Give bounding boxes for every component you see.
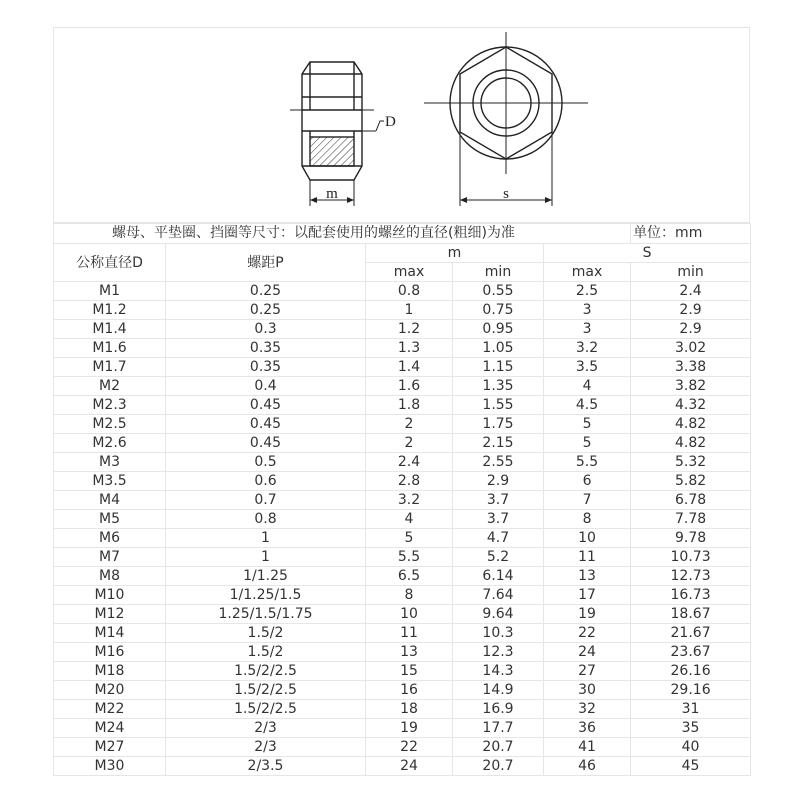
- diameter-cell: M24: [54, 719, 166, 738]
- s-min-cell: 3.02: [631, 339, 751, 358]
- m-min-cell: 10.3: [453, 624, 544, 643]
- m-min-cell: 12.3: [453, 643, 544, 662]
- pitch-cell: 1/1.25: [166, 567, 366, 586]
- table-row: [54, 282, 751, 301]
- m-max-cell: 8: [366, 586, 453, 605]
- pitch-cell: 1.5/2: [166, 643, 366, 662]
- pitch-cell: 1/1.25/1.5: [166, 586, 366, 605]
- m-min-cell: 14.9: [453, 681, 544, 700]
- table-row: [54, 434, 751, 453]
- s-min-cell: 29.16: [631, 681, 751, 700]
- pitch-cell: 0.3: [166, 320, 366, 339]
- s-max-cell: 5: [544, 434, 631, 453]
- diameter-cell: M2: [54, 377, 166, 396]
- m-max-cell: 11: [366, 624, 453, 643]
- pitch-cell: 1.5/2/2.5: [166, 662, 366, 681]
- m-min-cell: 1.15: [453, 358, 544, 377]
- diameter-cell: M27: [54, 738, 166, 757]
- m-max-cell: 13: [366, 643, 453, 662]
- m-min-cell: 3.7: [453, 510, 544, 529]
- diameter-cell: M14: [54, 624, 166, 643]
- m-min-cell: 0.95: [453, 320, 544, 339]
- s-max-cell: 27: [544, 662, 631, 681]
- s-max-cell: 3.2: [544, 339, 631, 358]
- diameter-cell: M1.7: [54, 358, 166, 377]
- pitch-cell: 0.35: [166, 358, 366, 377]
- pitch-cell: 1: [166, 529, 366, 548]
- s-min-cell: 4.32: [631, 396, 751, 415]
- diameter-cell: M5: [54, 510, 166, 529]
- table-row: [54, 529, 751, 548]
- m-max-cell: 2: [366, 434, 453, 453]
- pitch-cell: 2/3: [166, 719, 366, 738]
- m-max-cell: 16: [366, 681, 453, 700]
- table-row: [54, 358, 751, 377]
- s-max-cell: 6: [544, 472, 631, 491]
- s-dimension-label: s: [503, 186, 509, 202]
- table-row: [54, 757, 751, 776]
- m-max-cell: 0.8: [366, 282, 453, 301]
- diameter-cell: M3: [54, 453, 166, 472]
- diameter-cell: M22: [54, 700, 166, 719]
- table-row: [54, 567, 751, 586]
- m-min-cell: 20.7: [453, 738, 544, 757]
- pitch-cell: 0.45: [166, 434, 366, 453]
- s-min-cell: 4.82: [631, 415, 751, 434]
- nut-spec-table: [53, 223, 751, 776]
- unit-label: 单位：mm: [631, 224, 751, 244]
- diameter-cell: M20: [54, 681, 166, 700]
- s-max-cell: 5: [544, 415, 631, 434]
- m-dimension-label: m: [326, 186, 338, 202]
- s-max-cell: 3.5: [544, 358, 631, 377]
- nut-front-view: [424, 32, 588, 206]
- s-max-cell: 11: [544, 548, 631, 567]
- m-min-cell: 1.75: [453, 415, 544, 434]
- s-max-cell: 13: [544, 567, 631, 586]
- pitch-cell: 0.25: [166, 282, 366, 301]
- s-min-cell: 2.4: [631, 282, 751, 301]
- diameter-cell: M16: [54, 643, 166, 662]
- m-min-cell: 1.55: [453, 396, 544, 415]
- diameter-cell: M7: [54, 548, 166, 567]
- table-row: [54, 339, 751, 358]
- m-max-cell: 1.6: [366, 377, 453, 396]
- m-max-cell: 2: [366, 415, 453, 434]
- s-max-cell: 3: [544, 301, 631, 320]
- m-max-cell: 1.3: [366, 339, 453, 358]
- s-min-cell: 7.78: [631, 510, 751, 529]
- diameter-cell: M12: [54, 605, 166, 624]
- s-max-cell: 4: [544, 377, 631, 396]
- s-max-cell: 10: [544, 529, 631, 548]
- m-min-cell: 2.15: [453, 434, 544, 453]
- note-text: 螺母、平垫圈、挡圈等尺寸：以配套使用的螺丝的直径(粗细)为准: [54, 224, 631, 244]
- m-min-cell: 14.3: [453, 662, 544, 681]
- m-max-cell: 22: [366, 738, 453, 757]
- s-max-cell: 22: [544, 624, 631, 643]
- m-max-cell: 2.4: [366, 453, 453, 472]
- header-row-1: [54, 244, 751, 263]
- table-row: [54, 320, 751, 339]
- m-min-cell: 6.14: [453, 567, 544, 586]
- diameter-cell: M2.6: [54, 434, 166, 453]
- m-min-cell: 7.64: [453, 586, 544, 605]
- hex-nut-drawing: [53, 27, 750, 223]
- m-max-cell: 2.8: [366, 472, 453, 491]
- m-max-cell: 4: [366, 510, 453, 529]
- table-row: [54, 548, 751, 567]
- table-row: [54, 472, 751, 491]
- diameter-cell: M30: [54, 757, 166, 776]
- pitch-cell: 1.5/2/2.5: [166, 681, 366, 700]
- pitch-cell: 2/3: [166, 738, 366, 757]
- m-min-cell: 2.9: [453, 472, 544, 491]
- diameter-cell: M2.5: [54, 415, 166, 434]
- m-max-cell: 1.2: [366, 320, 453, 339]
- s-min-cell: 23.67: [631, 643, 751, 662]
- pitch-cell: 0.45: [166, 396, 366, 415]
- s-min-cell: 18.67: [631, 605, 751, 624]
- diameter-cell: M1.4: [54, 320, 166, 339]
- m-max-cell: 18: [366, 700, 453, 719]
- note-row: [54, 224, 751, 244]
- pitch-cell: 0.45: [166, 415, 366, 434]
- pitch-cell: 0.35: [166, 339, 366, 358]
- s-min-cell: 3.38: [631, 358, 751, 377]
- pitch-cell: 0.25: [166, 301, 366, 320]
- pitch-cell: 0.4: [166, 377, 366, 396]
- table-row: [54, 681, 751, 700]
- m-max-cell: 5: [366, 529, 453, 548]
- m-max-cell: 19: [366, 719, 453, 738]
- m-max-cell: 1.4: [366, 358, 453, 377]
- m-min-cell: 9.64: [453, 605, 544, 624]
- s-min-cell: 6.78: [631, 491, 751, 510]
- table-row: [54, 510, 751, 529]
- s-min-cell: 35: [631, 719, 751, 738]
- table-row: [54, 453, 751, 472]
- diameter-header: 公称直径D: [54, 244, 166, 282]
- diameter-cell: M1.6: [54, 339, 166, 358]
- s-min-cell: 40: [631, 738, 751, 757]
- s-min-cell: 10.73: [631, 548, 751, 567]
- table-row: [54, 624, 751, 643]
- s-max-cell: 2.5: [544, 282, 631, 301]
- m-max-cell: 10: [366, 605, 453, 624]
- table-row: [54, 643, 751, 662]
- table-row: [54, 738, 751, 757]
- diameter-cell: M1: [54, 282, 166, 301]
- hex-nut-diagram: [54, 28, 751, 224]
- s-min-cell: 2.9: [631, 301, 751, 320]
- table-row: [54, 586, 751, 605]
- table-row: [54, 415, 751, 434]
- s-min-cell: 9.78: [631, 529, 751, 548]
- m-max-cell: 6.5: [366, 567, 453, 586]
- diameter-cell: M18: [54, 662, 166, 681]
- nut-side-view: [290, 62, 384, 206]
- s-min-cell: 5.82: [631, 472, 751, 491]
- s-min-cell: 45: [631, 757, 751, 776]
- m-min-cell: 4.7: [453, 529, 544, 548]
- s-min-cell: 3.82: [631, 377, 751, 396]
- s-min-header: min: [631, 263, 751, 282]
- s-min-cell: 5.32: [631, 453, 751, 472]
- table-row: [54, 605, 751, 624]
- pitch-cell: 1.25/1.5/1.75: [166, 605, 366, 624]
- diameter-cell: M2.3: [54, 396, 166, 415]
- s-max-cell: 3: [544, 320, 631, 339]
- s-min-cell: 2.9: [631, 320, 751, 339]
- m-max-cell: 24: [366, 757, 453, 776]
- diameter-cell: M1.2: [54, 301, 166, 320]
- s-min-cell: 21.67: [631, 624, 751, 643]
- pitch-cell: 0.5: [166, 453, 366, 472]
- m-min-header: min: [453, 263, 544, 282]
- pitch-cell: 0.6: [166, 472, 366, 491]
- s-max-cell: 32: [544, 700, 631, 719]
- m-min-cell: 0.75: [453, 301, 544, 320]
- s-min-cell: 12.73: [631, 567, 751, 586]
- s-max-cell: 17: [544, 586, 631, 605]
- table-row: [54, 301, 751, 320]
- s-max-cell: 5.5: [544, 453, 631, 472]
- m-max-cell: 1: [366, 301, 453, 320]
- pitch-header: 螺距P: [166, 244, 366, 282]
- s-header: S: [544, 244, 751, 263]
- pitch-cell: 0.7: [166, 491, 366, 510]
- m-min-cell: 20.7: [453, 757, 544, 776]
- m-min-cell: 1.05: [453, 339, 544, 358]
- s-min-cell: 4.82: [631, 434, 751, 453]
- diameter-cell: M10: [54, 586, 166, 605]
- m-min-cell: 3.7: [453, 491, 544, 510]
- m-max-cell: 15: [366, 662, 453, 681]
- m-max-header: max: [366, 263, 453, 282]
- diameter-cell: M8: [54, 567, 166, 586]
- s-max-header: max: [544, 263, 631, 282]
- m-min-cell: 5.2: [453, 548, 544, 567]
- s-max-cell: 30: [544, 681, 631, 700]
- s-max-cell: 46: [544, 757, 631, 776]
- m-header: m: [366, 244, 544, 263]
- s-min-cell: 31: [631, 700, 751, 719]
- m-max-cell: 1.8: [366, 396, 453, 415]
- table-row: [54, 396, 751, 415]
- diameter-label: D: [385, 114, 396, 130]
- pitch-cell: 2/3.5: [166, 757, 366, 776]
- pitch-cell: 1.5/2/2.5: [166, 700, 366, 719]
- table-row: [54, 700, 751, 719]
- m-max-cell: 5.5: [366, 548, 453, 567]
- m-min-cell: 2.55: [453, 453, 544, 472]
- table-row: [54, 662, 751, 681]
- s-min-cell: 26.16: [631, 662, 751, 681]
- s-min-cell: 16.73: [631, 586, 751, 605]
- diameter-cell: M6: [54, 529, 166, 548]
- diameter-cell: M4: [54, 491, 166, 510]
- table-row: [54, 491, 751, 510]
- s-max-cell: 36: [544, 719, 631, 738]
- diameter-cell: M3.5: [54, 472, 166, 491]
- pitch-cell: 0.8: [166, 510, 366, 529]
- m-min-cell: 0.55: [453, 282, 544, 301]
- pitch-cell: 1: [166, 548, 366, 567]
- m-min-cell: 17.7: [453, 719, 544, 738]
- pitch-cell: 1.5/2: [166, 624, 366, 643]
- s-max-cell: 19: [544, 605, 631, 624]
- m-min-cell: 1.35: [453, 377, 544, 396]
- s-max-cell: 24: [544, 643, 631, 662]
- s-max-cell: 4.5: [544, 396, 631, 415]
- spec-sheet: [53, 27, 750, 774]
- s-max-cell: 41: [544, 738, 631, 757]
- m-max-cell: 3.2: [366, 491, 453, 510]
- table-row: [54, 719, 751, 738]
- s-max-cell: 8: [544, 510, 631, 529]
- table-row: [54, 377, 751, 396]
- s-max-cell: 7: [544, 491, 631, 510]
- m-min-cell: 16.9: [453, 700, 544, 719]
